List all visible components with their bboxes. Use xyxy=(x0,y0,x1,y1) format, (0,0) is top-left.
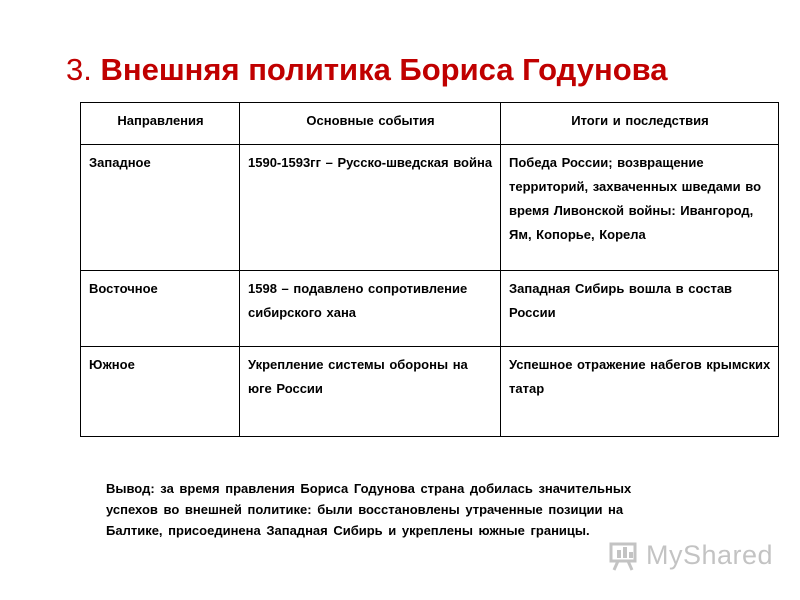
cell-events: 1598 – подавлено сопротивление сибирского хана xyxy=(240,271,501,347)
table-header-row xyxy=(81,103,779,145)
cell-direction: Южное xyxy=(81,347,240,437)
cell-events: Укрепление системы обороны на юге России xyxy=(240,347,501,437)
cell-direction: Западное xyxy=(81,145,240,271)
foreign-policy-table xyxy=(80,102,779,437)
table-row xyxy=(81,271,779,347)
cell-events: 1590-1593гг – Русско-шведская война xyxy=(240,145,501,271)
cell-results: Западная Сибирь вошла в состав России xyxy=(501,271,779,347)
header-directions: Направления xyxy=(81,103,240,145)
conclusion-text: Вывод: за время правления Бориса Годунова страна добилась значительных успехов во внешней политике: были восстановлены утраченные позиции на Балтике, присоединена Западная Сибирь и укреплены южные границы. xyxy=(106,481,632,538)
header-events: Основные события xyxy=(240,103,501,145)
table-row xyxy=(81,145,779,271)
table-row xyxy=(81,347,779,437)
watermark-text: MyShared xyxy=(646,539,774,570)
title-text: Внешняя политика Бориса Годунова xyxy=(100,52,668,87)
cell-results: Успешное отражение набегов крымских татар xyxy=(501,347,779,437)
slide-title xyxy=(66,52,668,88)
title-number: 3. xyxy=(66,52,92,87)
mysharedoc-logo-icon xyxy=(608,538,642,572)
cell-results: Победа России; возвращение территорий, захваченных шведами во время Ливонской войны: Ивангород, Ям, Копорье, Корела xyxy=(501,145,779,271)
watermark xyxy=(608,535,773,575)
header-results: Итоги и последствия xyxy=(501,103,779,145)
cell-direction: Восточное xyxy=(81,271,240,347)
